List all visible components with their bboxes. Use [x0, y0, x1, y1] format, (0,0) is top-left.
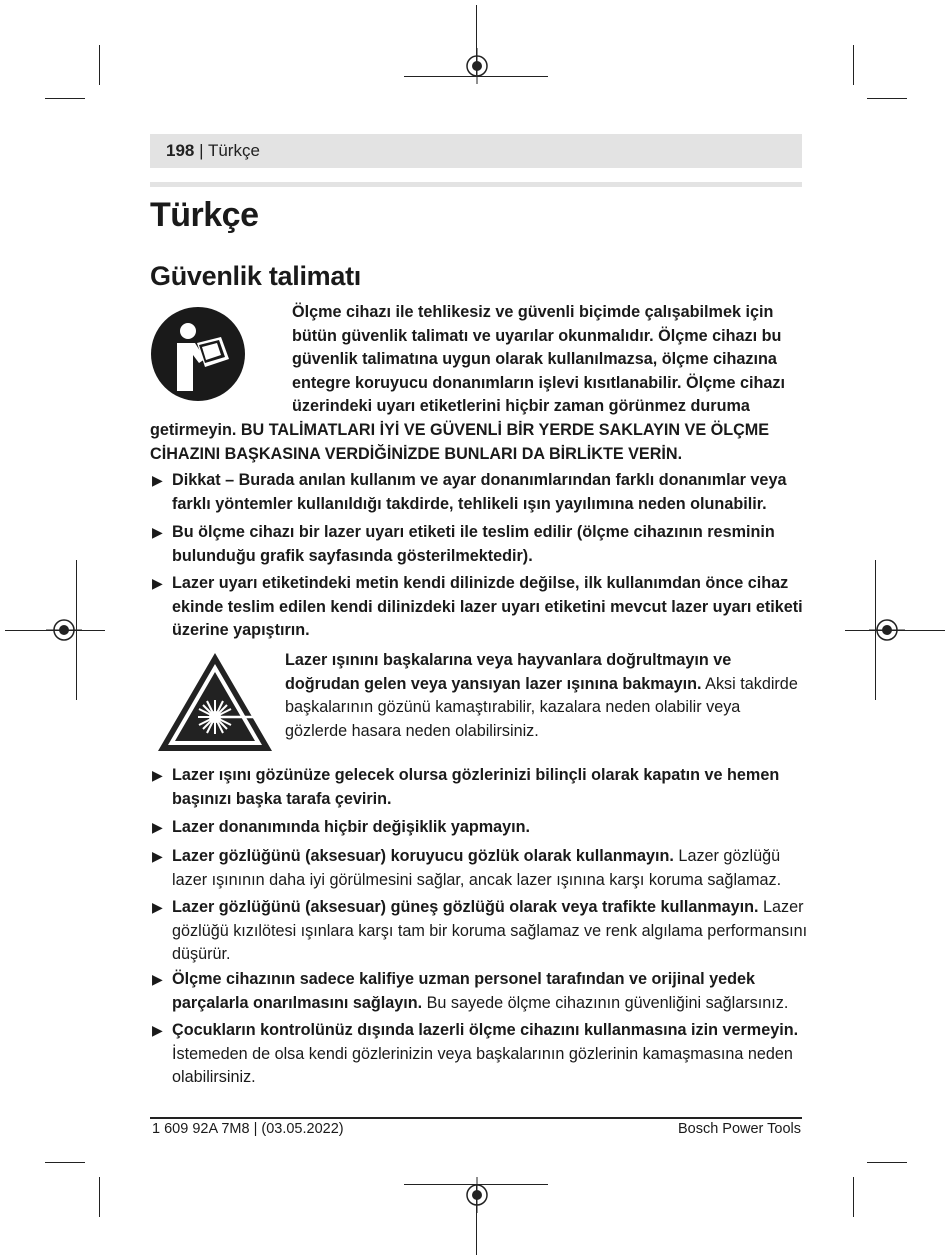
laser-warning-bold: Lazer ışınını başkalarına veya hayvanlara doğrultmayın ve doğrudan gelen veya yansıyan lazer ışınına bakmayın. — [285, 651, 732, 693]
triangle-right-icon: ▶ — [152, 848, 163, 864]
bullet-normal: Bu sayede ölçme cihazının güvenliğini sağlarsınız. — [422, 993, 789, 1012]
bullet-bold: Lazer donanımında hiçbir değişiklik yapmayın. — [172, 818, 531, 836]
laser-warning-text — [285, 649, 805, 743]
bullet-bold: Bu ölçme cihazı bir lazer uyarı etiketi ile teslim edilir (ölçme cihazının resminin bulunduğu grafik sayfasında gösterilmektedir). — [172, 523, 775, 565]
page-number: 198 — [166, 141, 195, 160]
bullet-normal: İstemeden de olsa kendi gözlerinizin veya başkalarının gözlerinin kamaşmasına neden olabilirsiniz. — [172, 1044, 793, 1086]
footer-doc-id: 1 609 92A 7M8 | (03.05.2022) — [152, 1121, 344, 1137]
footer-brand: Bosch Power Tools — [677, 1121, 801, 1137]
intro-line: bütün güvenlik talimatı ve uyarılar okunmalıdır. Ölçme cihazı bu — [292, 326, 782, 345]
bullet-normal: Lazer gözlüğü lazer ışınının daha iyi görülmesini sağlar, ancak lazer ışınına karşı koruma sağlamaz. — [172, 847, 782, 889]
crop-mark — [853, 1177, 854, 1217]
triangle-right-icon: ▶ — [152, 971, 163, 987]
safety-bullet — [150, 816, 810, 840]
bullet-bold: Ölçme cihazının sadece kalifiye uzman personel tarafından ve orijinal yedek parçalarla onarılmasını sağlayın. — [172, 970, 755, 1012]
safety-bullet — [150, 521, 810, 568]
triangle-right-icon: ▶ — [152, 575, 163, 591]
crop-mark — [404, 1184, 548, 1185]
safety-bullet — [150, 968, 810, 1015]
triangle-right-icon: ▶ — [152, 899, 163, 915]
intro-text-wrap — [150, 419, 810, 466]
registration-mark-bottom — [459, 1177, 495, 1213]
header-section: Türkçe — [207, 141, 260, 160]
crop-mark — [867, 1162, 907, 1163]
safety-bullet — [150, 845, 810, 892]
registration-mark-top — [459, 48, 495, 84]
crop-mark — [99, 1177, 100, 1217]
safety-bullet — [150, 469, 810, 516]
triangle-right-icon: ▶ — [152, 472, 163, 488]
header-rule — [150, 182, 802, 187]
intro-line: entegre koruyucu donanımların işlevi kısıtlanabilir. Ölçme cihazı — [292, 373, 785, 392]
page-title: Türkçe — [150, 196, 259, 234]
intro-text-float — [292, 301, 812, 419]
crop-mark — [476, 5, 477, 75]
crop-mark — [476, 1185, 477, 1255]
read-manual-icon — [151, 307, 245, 401]
crop-mark — [845, 630, 945, 631]
crop-mark — [867, 98, 907, 99]
crop-mark — [404, 76, 548, 77]
crop-mark — [5, 630, 105, 631]
footer-rule — [150, 1117, 802, 1119]
bullet-bold: Lazer ışını gözünüze gelecek olursa gözlerinizi bilinçli olarak kapatın ve hemen başınızı başka tarafa çevirin. — [172, 766, 780, 808]
safety-bullet — [150, 764, 810, 811]
crop-mark — [99, 45, 100, 85]
bullet-bold: Lazer gözlüğünü (aksesuar) koruyucu gözlük olarak kullanmayın. — [172, 847, 674, 865]
bullet-bold: Lazer gözlüğünü (aksesuar) güneş gözlüğü olarak veya trafikte kullanmayın. — [172, 898, 759, 916]
intro-line: getirmeyin. BU TALİMATLARI İYİ VE GÜVENLİ BİR YERDE SAKLAYIN VE ÖLÇME — [150, 421, 770, 439]
intro-line: güvenlik talimatına uygun olarak kullanılmazsa, ölçme cihazına — [292, 350, 777, 368]
bullet-bold: Dikkat – Burada anılan kullanım ve ayar donanımlarından farklı donanımlar veya farklı yöntemler kullanıldığı takdirde, tehlikeli ışın yayılımına neden olunabilir. — [172, 471, 787, 513]
intro-line: üzerindeki uyarı etiketlerini hiçbir zaman görünmez duruma — [292, 397, 750, 415]
crop-mark — [45, 98, 85, 99]
safety-bullet — [150, 896, 810, 967]
crop-mark — [45, 1162, 85, 1163]
triangle-right-icon: ▶ — [152, 819, 163, 835]
crop-mark — [875, 560, 876, 700]
crop-mark — [76, 560, 77, 700]
header-separator: | — [194, 141, 208, 160]
laser-warning-normal: Aksi takdirde başkalarının gözünü kamaştırabilir, kazalara neden olabilir veya gözlerde hasara neden olabilirsiniz. — [285, 674, 798, 740]
safety-bullet — [150, 572, 810, 643]
triangle-right-icon: ▶ — [152, 767, 163, 783]
laser-warning-icon — [155, 650, 275, 754]
page-header-text — [166, 141, 260, 161]
section-title: Güvenlik talimatı — [150, 261, 361, 291]
safety-bullet — [150, 1019, 810, 1090]
intro-line: CİHAZINI BAŞKASINA VERDİĞİNİZDE BUNLARI DA BİRLİKTE VERİN. — [150, 444, 683, 463]
triangle-right-icon: ▶ — [152, 524, 163, 540]
triangle-right-icon: ▶ — [152, 1022, 163, 1038]
bullet-bold: Lazer uyarı etiketindeki metin kendi dilinizde değilse, ilk kullanımdan önce cihaz ekinde teslim edilen kendi dilinizdeki lazer uyarı etiketini mevcut lazer uyarı etiketi üzerine yapıştırın. — [172, 574, 803, 639]
crop-mark — [853, 45, 854, 85]
bullet-bold: Çocukların kontrolünüz dışında lazerli ölçme cihazını kullanmasına izin vermeyin. — [172, 1021, 799, 1039]
intro-line: Ölçme cihazı ile tehlikesiz ve güvenli biçimde çalışabilmek için — [292, 303, 774, 321]
bullet-normal: Lazer gözlüğü kızılötesi ışınlara karşı tam bir koruma sağlamaz ve renk algılama performansını düşürür. — [172, 898, 808, 963]
